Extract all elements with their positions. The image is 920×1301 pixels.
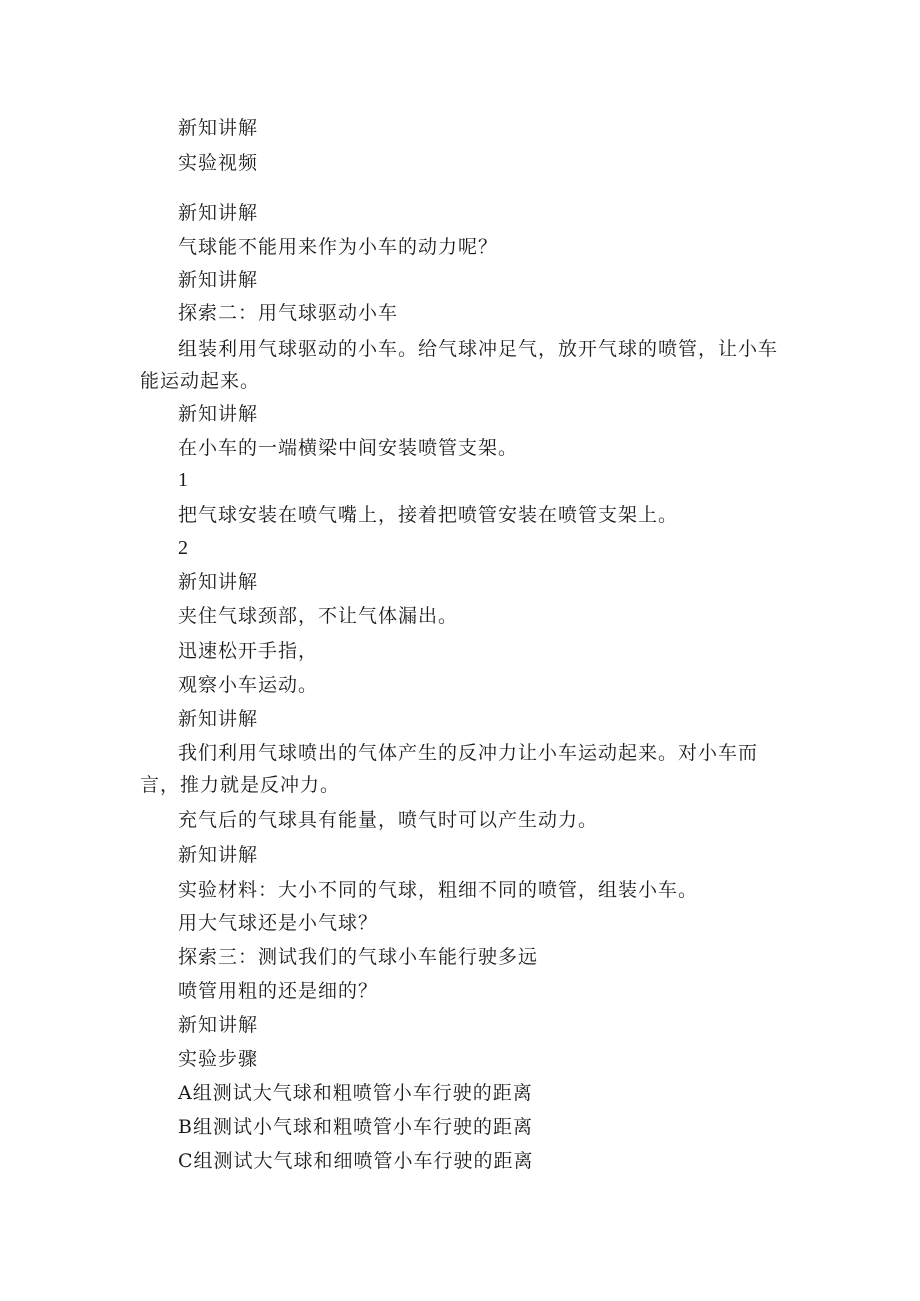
text-line: 实验视频	[178, 152, 259, 174]
text-line: C组测试大气球和细喷管小车行驶的距离	[178, 1150, 534, 1172]
text-line: 探索三：测试我们的气球小车能行驶多远	[178, 946, 539, 968]
heading-new-knowledge: 新知讲解	[178, 403, 259, 425]
text-line: 在小车的一端横梁中间安装喷管支架。	[178, 437, 519, 459]
text-line: 喷管用粗的还是细的？	[178, 980, 379, 1002]
heading-new-knowledge: 新知讲解	[178, 844, 259, 866]
step-number: 2	[178, 537, 189, 559]
text-line: 迅速松开手指，	[178, 640, 319, 662]
text-line: 把气球安装在喷气嘴上，接着把喷管安装在喷管支架上。	[178, 504, 679, 526]
heading-new-knowledge: 新知讲解	[178, 571, 259, 593]
text-line: 观察小车运动。	[178, 674, 319, 696]
text-line: 探索二：用气球驱动小车	[178, 302, 399, 324]
heading-new-knowledge: 新知讲解	[178, 708, 259, 730]
text-line: 夹住气球颈部，不让气体漏出。	[178, 605, 459, 627]
text-line: A组测试大气球和粗喷管小车行驶的距离	[178, 1082, 533, 1104]
text-line: 实验步骤	[178, 1048, 259, 1070]
text-line: 组装利用气球驱动的小车。给气球冲足气，放开气球的喷管，让小车	[178, 338, 779, 360]
text-line: 气球能不能用来作为小车的动力呢？	[178, 236, 499, 258]
heading-new-knowledge: 新知讲解	[178, 117, 259, 139]
heading-new-knowledge: 新知讲解	[178, 269, 259, 291]
heading-new-knowledge: 新知讲解	[178, 1014, 259, 1036]
text-line: 言，推力就是反冲力。	[140, 774, 341, 796]
step-number: 1	[178, 469, 189, 491]
text-line: 能运动起来。	[140, 370, 261, 392]
text-line: 实验材料：大小不同的气球，粗细不同的喷管，组装小车。	[178, 879, 699, 901]
heading-new-knowledge: 新知讲解	[178, 202, 259, 224]
text-line: B组测试小气球和粗喷管小车行驶的距离	[178, 1116, 533, 1138]
text-line: 用大气球还是小气球？	[178, 912, 379, 934]
text-line: 我们利用气球喷出的气体产生的反冲力让小车运动起来。对小车而	[178, 742, 759, 764]
text-line: 充气后的气球具有能量，喷气时可以产生动力。	[178, 809, 599, 831]
